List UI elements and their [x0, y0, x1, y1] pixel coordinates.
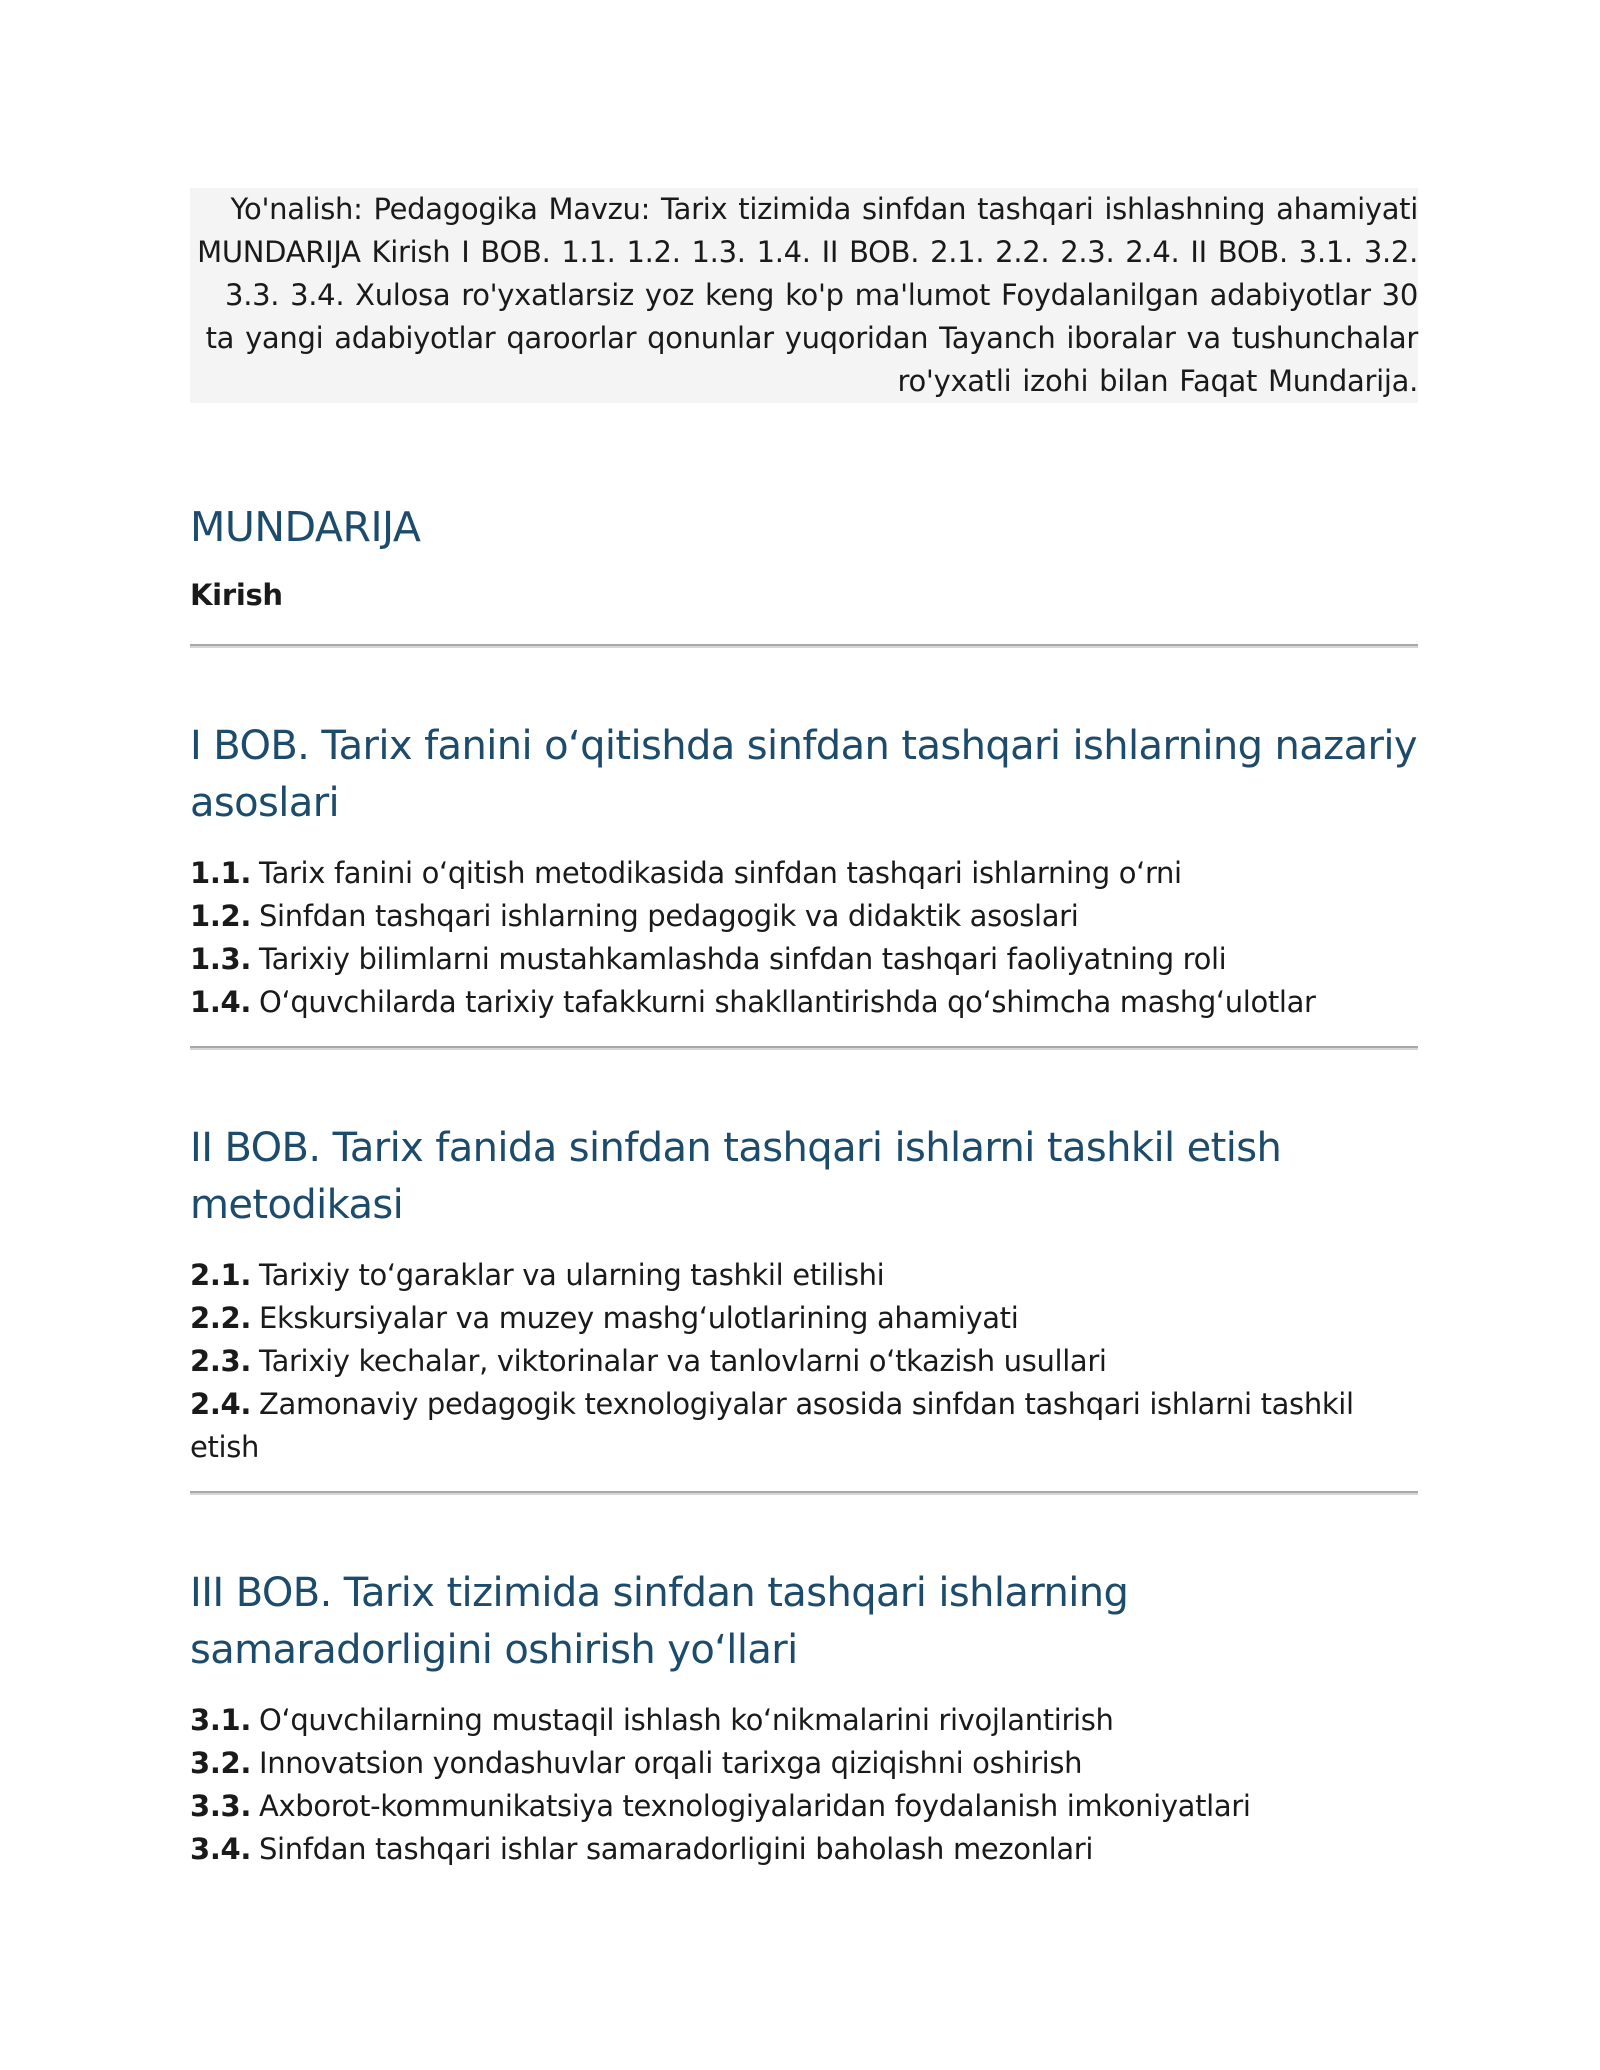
toc-item [190, 1785, 1418, 1828]
toc-item [190, 1297, 1418, 1340]
item-number: 1.1. [190, 856, 251, 890]
toc-item [190, 1699, 1418, 1742]
item-text: Ekskursiyalar va muzey mashg‘ulotlarining ahamiyati [259, 1301, 1019, 1335]
item-number: 2.2. [190, 1301, 251, 1335]
item-number: 3.1. [190, 1703, 251, 1737]
chapter-items [190, 1254, 1418, 1469]
item-number: 3.2. [190, 1746, 251, 1780]
divider [190, 1046, 1418, 1050]
chapter-title: II BOB. Tarix fanida sinfdan tashqari ishlarni tashkil etish metodikasi [190, 1125, 1282, 1228]
item-text: Tarix fanini o‘qitish metodikasida sinfdan tashqari ishlarning o‘rni [259, 856, 1182, 890]
prompt-text: Yo'nalish: Pedagogika Mavzu: Tarix tizimida sinfdan tashqari ishlashning ahamiyati MUNDARIJA Kirish I BOB. 1.1. 1.2. 1.3. 1.4. II BOB. 2.1. 2.2. 2.3. 2.4. II BOB. 3.1. 3.2. 3.3. 3.4. Xulosa ro'yxatlarsiz yoz keng ko'p ma'lumot Foydalanilgan adabiyotlar 30 ta yangi adabiyotlar qaroorlar qonunlar yuqoridan Tayanch iboralar va tushunchalar ro'yxatli izohi bilan Faqat Mundarija. [190, 188, 1418, 403]
item-number: 1.2. [190, 899, 251, 933]
item-number: 1.3. [190, 942, 251, 976]
item-text: O‘quvchilarda tarixiy tafakkurni shakllantirishda qo‘shimcha mashg‘ulotlar [259, 985, 1316, 1019]
chapter-2 [190, 1120, 1418, 1469]
toc-intro: Kirish [190, 578, 283, 612]
chapter-title: III BOB. Tarix tizimida sinfdan tashqari ishlarning samaradorligini oshirish yo‘llari [190, 1570, 1129, 1673]
item-number: 2.3. [190, 1344, 251, 1378]
toc-item [190, 1828, 1418, 1871]
toc-item [190, 895, 1418, 938]
toc-title: MUNDARIJA [190, 503, 421, 551]
document-page [190, 188, 1418, 1871]
item-text: Tarixiy kechalar, viktorinalar va tanlovlarni o‘tkazish usullari [259, 1344, 1107, 1378]
item-text: O‘quvchilarning mustaqil ishlash ko‘nikmalarini rivojlantirish [259, 1703, 1114, 1737]
item-number: 3.3. [190, 1789, 251, 1823]
item-text: Innovatsion yondashuvlar orqali tarixga qiziqishni oshirish [259, 1746, 1083, 1780]
toc-item [190, 1383, 1418, 1469]
chapter-3 [190, 1565, 1418, 1871]
divider [190, 644, 1418, 648]
toc-item [190, 1742, 1418, 1785]
toc-item [190, 1340, 1418, 1383]
toc-item [190, 981, 1418, 1024]
item-text: Zamonaviy pedagogik texnologiyalar asosida sinfdan tashqari ishlarni tashkil etish [190, 1387, 1354, 1464]
chapter-title: I BOB. Tarix fanini o‘qitishda sinfdan tashqari ishlarning nazariy asoslari [190, 723, 1417, 826]
item-text: Sinfdan tashqari ishlar samaradorligini baholash mezonlari [259, 1832, 1094, 1866]
toc-item [190, 1254, 1418, 1297]
item-number: 2.4. [190, 1387, 251, 1421]
toc-item [190, 938, 1418, 981]
chapter-items [190, 1699, 1418, 1871]
item-number: 3.4. [190, 1832, 251, 1866]
chapter-items [190, 852, 1418, 1024]
chapter-1 [190, 718, 1418, 1024]
item-number: 2.1. [190, 1258, 251, 1292]
item-text: Tarixiy bilimlarni mustahkamlashda sinfdan tashqari faoliyatning roli [259, 942, 1227, 976]
item-number: 1.4. [190, 985, 251, 1019]
item-text: Sinfdan tashqari ishlarning pedagogik va didaktik asoslari [259, 899, 1079, 933]
item-text: Tarixiy to‘garaklar va ularning tashkil etilishi [259, 1258, 885, 1292]
item-text: Axborot-kommunikatsiya texnologiyalaridan foydalanish imkoniyatlari [259, 1789, 1251, 1823]
toc-item [190, 852, 1418, 895]
divider [190, 1491, 1418, 1495]
